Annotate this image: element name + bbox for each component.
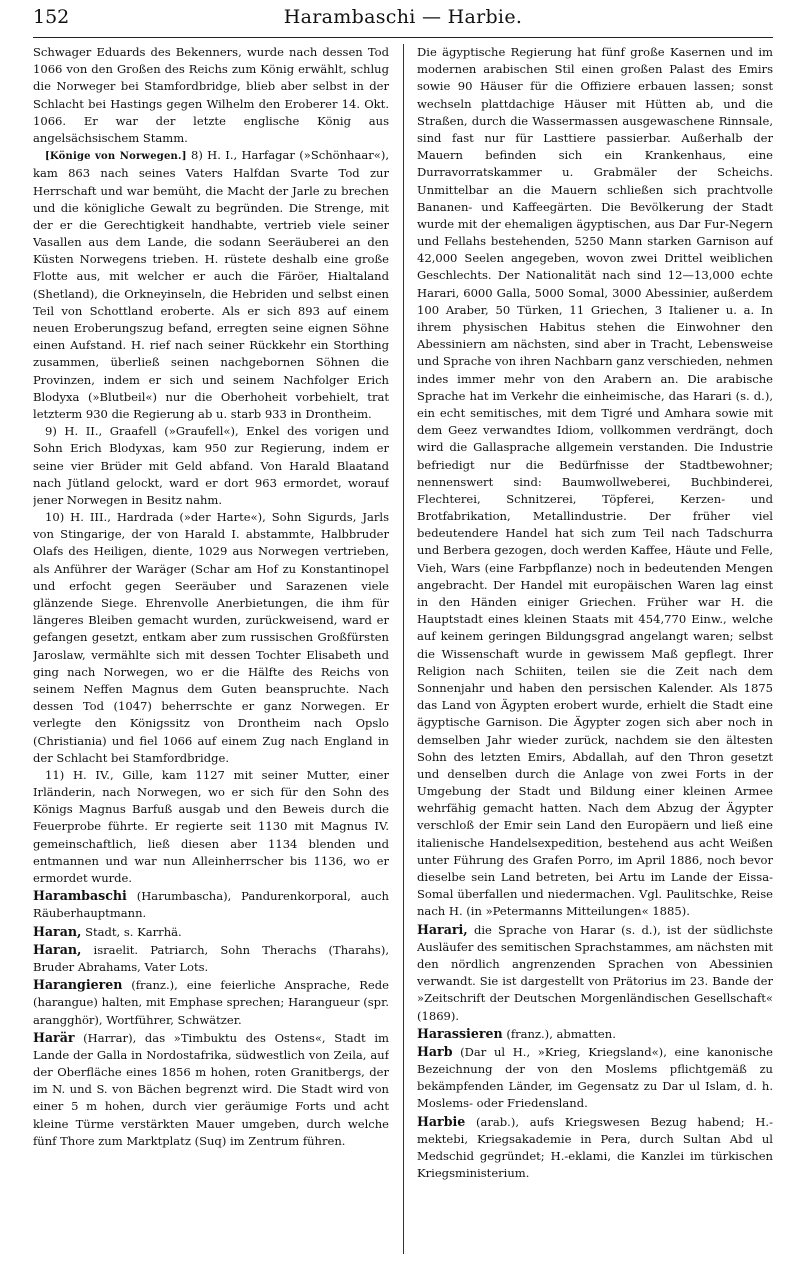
entry-text: (franz.), eine feierliche Ansprache, Rede (harangue) halten, mit Emphase sprechen; Harangueur (spr. arangghör), Wortführer, Schwätzer. xyxy=(33,978,389,1027)
section-label: [Könige von Norwegen.] xyxy=(45,151,187,163)
paragraph-text: 8) H. I., Harfagar (»Schönhaar«), kam 863 nach seines Vaters Halfdan Svarte Tod zur Herrschaft und war bemüht, die Macht der Jarle zu brechen und die königliche Gewalt zu begründen. Die Strenge, mit der er die Gerechtigkeit handhabte, vertrieb viele seiner Vasallen aus dem Lande, die sodann Seeräuberei an den Küsten Norwegens trieben. H. rüstete deshalb eine große Flotte aus, mit welcher er auch die Färöer, Hialtaland (Shetland), die Orkneyinseln, die Hebriden und selbst einen Teil von Schottland eroberte. Als er sich 893 auf einem neuen Eroberungszug befand, erregten seine eignen Söhne einen Aufstand. H. rief nach seiner Rückkehr ein Storthing zusammen, überließ seinen nachgebornen Söhnen die Provinzen, indem er sich und seinem Nachfolger Erich Blodyxa (»Blutbeil«) nur die Oberhoheit vorbehielt, trat letzterm 930 die Regierung ab u. starb 933 in Drontheim. xyxy=(33,148,389,421)
paragraph: 10) H. III., Hardrada (»der Harte«), Sohn Sigurds, Jarls von Stingarige, der von Harald I. abstammte, Halbbruder Olafs des Heiligen, diente, 1029 aus Norwegen vertrieben, als Anführer der Waräger (Schar am Hof zu Konstantinopel und erfocht gegen Seeräuber und Sarazenen viele glänzende Siege. Ehrenvolle Anerbietungen, die ihm für längeres Bleiben gemacht wurden, zurückweisend, ward er gefangen gesetzt, entkam aber zum russischen Großfürsten Jaroslaw, vermählte sich mit dessen Tochter Elisabeth und ging nach Norwegen, wo er die Hälfte des Reichs von seinem Neffen Magnus dem Guten beanspruchte. Nach dessen Tod (1047) beherrschte er ganz Norwegen. Er verlegte den Königssitz von Drontheim nach Opslo (Christiania) und fiel 1066 auf einem Zug nach England in der Schlacht bei Stamfordbridge. xyxy=(33,510,389,765)
entry-text: die Sprache von Harar (s. d.), ist der südlichste Ausläufer des semitischen Sprachstammes, am nächsten mit den nördlich angrenzenden Sprachen von Abessinien verwandt. Sie ist dargestellt von Prätorius im 23. Bande der »Zeitschrift der Deutschen Morgenländischen Gesellschaft« (1869). xyxy=(417,922,773,1023)
entry-headword: Harbie xyxy=(417,1113,466,1129)
entry-headword: Harassieren xyxy=(417,1025,503,1041)
entry xyxy=(33,976,389,1029)
entry-headword: Harari, xyxy=(417,921,468,937)
entry xyxy=(417,1113,773,1183)
column-divider xyxy=(403,44,404,1254)
entry xyxy=(417,921,773,1025)
entry-headword: Harambaschi xyxy=(33,888,127,904)
paragraph: Die ägyptische Regierung hat fünf große Kasernen und im modernen arabischen Stil einen großen Palast des Emirs sowie 90 Häuser für die Offiziere erbauen lassen; sonst wechseln plattdachige Häuser mit Hütten ab, und die Straßen, durch die Wassermassen ausgewaschene Rinnsale, sind fast nur für Lasttiere passierbar. Außerhalb der Mauern befinden sich ein Krankenhaus, eine Durravorratskammer u. Grabmäler der Scheichs. Unmittelbar an die Mauern schließen sich prachtvolle Bananen- und Kaffeegärten. Die Bevölkerung der Stadt wurde mit der ehemaligen ägyptischen, aus Dar Fur-Negern und Fellahs bestehenden, 5250 Mann starken Garnison auf 42,000 Seelen angegeben, wovon zwei Drittel weiblichen Geschlechts. Der Nationalität nach sind 12—13,000 echte Harari, 6000 Galla, 5000 Somal, 3000 Abessinier, außerdem 100 Araber, 50 Türken, 11 Griechen, 3 Italiener u. a. In ihrem physischen Habitus stehen die Einwohner den Abessiniern am nächsten, sind aber in Tracht, Lebensweise und Sprache von ihren Nachbarn ganz verschieden, nehmen indes immer mehr von den Arabern an. Die arabische Sprache hat im Verkehr die einheimische, das Harari (s. d.), ein echt semitisches, mit dem Tigré und Amhara sowie mit dem Geez verwandtes Idiom, vollkommen verdrängt, doch wird die Gallasprache allgemein verstanden. Die Industrie befriedigt nur die Bedürfnisse der Stadtbewohner; nennenswert sind: Baumwollweberei, Buchbinderei, Flechterei, Schnitzerei, Töpferei, Kerzen- und Brotfabrikation, Metallindustrie. Der früher viel bedeutendere Handel hat sich zum Teil nach Tadschurra und Berbera gezogen, doch werden Kaffee, Häute und Felle, Vieh, Wars (eine Farbpflanze) noch in bedeutenden Mengen angebracht. Der Handel mit europäischen Waren lag einst in den Händen einiger Griechen. Früher war H. die Hauptstadt eines kleinen Staats mit 454,770 Einw., welche auf keinem geringen Bildungsgrad angelangt waren; selbst die Wissenschaft wurde in gewissem Maß gepflegt. Ihrer Religion nach Schiiten, teilen sie die Zeit nach dem Sonnenjahr und haben den persischen Kalender. Als 1875 das Land von Ägypten erobert wurde, erhielt die Stadt eine ägyptische Garnison. Die Ägypter zogen sich aber noch in demselben Jahr wieder zurück, nachdem sie den ältesten Sohn des letzten Emirs, Abdallah, auf den Thron gesetzt und denselben durch die Anlage von zwei Forts in der Umgebung der Stadt und Bildung einer kleinen Armee wehrfähig gemacht hatten. Nach dem Abzug der Ägypter verschloß der Emir sein Land den Europäern und ließ eine italienische Handelsexpedition, bestehend aus acht Weißen unter Führung des Grafen Porro, im April 1886, noch bevor dieselbe sein Land betreten, bei Artu im Lande der Eissa-Somal überfallen und niedermachen. Vgl. Paulitschke, Reise nach H. (in »Petermanns Mitteilungen« 1885). xyxy=(417,45,773,919)
entry xyxy=(33,1029,389,1150)
entry xyxy=(33,887,389,922)
paragraph: 11) H. IV., Gille, kam 1127 mit seiner Mutter, einer Irländerin, nach Norwegen, wo er sich für den Sohn des Königs Magnus Barfuß ausgab und den Beweis durch die Feuerprobe führte. Er regierte seit 1130 mit Magnus IV. gemeinschaftlich, ließ diesen aber 1134 blenden und entmannen und war nun Alleinherrscher bis 1136, wo er ermordet wurde. xyxy=(33,767,389,885)
right-column xyxy=(417,44,773,1259)
left-column xyxy=(33,44,389,1259)
entry-headword: Harangieren xyxy=(33,977,123,993)
page-header xyxy=(33,6,773,36)
entry-text: Stadt, s. Karrhä. xyxy=(85,924,182,939)
entry-text: (arab.), aufs Kriegswesen Bezug habend; H.-mektebi, Kriegsakademie in Pera, durch Sultan Abd ul Medschid gegründet; H.-eklami, die Kanzlei im türkischen Kriegsministerium. xyxy=(417,1114,773,1181)
entry-text: (Harrar), das »Timbuktu des Ostens«, Stadt im Lande der Galla in Nordostafrika, südwestlich von Zeila, auf der Oberfläche eines 1856 m hohen, roten Granitbergs, der im N. und S. von Bächen begrenzt wird. Die Stadt wird von einer 5 m hohen, durch vier geräumige Forts und acht kleine Türme verstärkten Mauer umgeben, durch welche fünf Thore zum Marktplatz (Suq) im Zentrum führen. xyxy=(33,1030,389,1148)
paragraph: 9) H. II., Graafell (»Graufell«), Enkel des vorigen und Sohn Erich Blodyxas, kam 950 zur Regierung, indem er seine vier Brüder mit Geld abfand. Von Harald Blaatand nach Jütland gelockt, ward er dort 963 ermordet, worauf jener Norwegen in Besitz nahm. xyxy=(33,424,389,507)
header-rule xyxy=(33,37,773,38)
entry-headword: Haran, xyxy=(33,923,82,939)
entry-headword: Harb xyxy=(417,1043,453,1059)
entry-headword: Harär xyxy=(33,1029,75,1045)
entry-text: (Dar ul H., »Krieg, Kriegsland«), eine kanonische Bezeichnung der von den Moslems pflichtgemäß zu bekämpfenden Länder, im Gegensatz zu Dar ul Islam, d. h. Moslems- oder Friedensland. xyxy=(417,1044,773,1111)
entry xyxy=(33,923,389,941)
entry xyxy=(417,1043,773,1113)
entry xyxy=(417,1025,773,1043)
entry-text: (Harumbascha), Pandurenkorporal, auch Räuberhauptmann. xyxy=(33,889,389,921)
entry-text: (franz.), abmatten. xyxy=(506,1026,616,1041)
entry xyxy=(33,941,389,976)
page-number: 152 xyxy=(33,6,70,28)
paragraph: Schwager Eduards des Bekenners, wurde nach dessen Tod 1066 von den Großen des Reichs zum König erwählt, schlug die Norweger bei Stamfordbridge, blieb aber selbst in der Schlacht bei Hastings gegen Wilhelm den Eroberer 14. Okt. 1066. Er war der letzte englische König aus angelsächsischem Stamm. xyxy=(33,45,389,145)
entry-headword: Haran, xyxy=(33,941,82,957)
running-head: Harambaschi — Harbie. xyxy=(283,6,523,28)
paragraph xyxy=(33,147,389,423)
entry-text: israelit. Patriarch, Sohn Therachs (Tharahs), Bruder Abrahams, Vater Lots. xyxy=(33,942,389,974)
